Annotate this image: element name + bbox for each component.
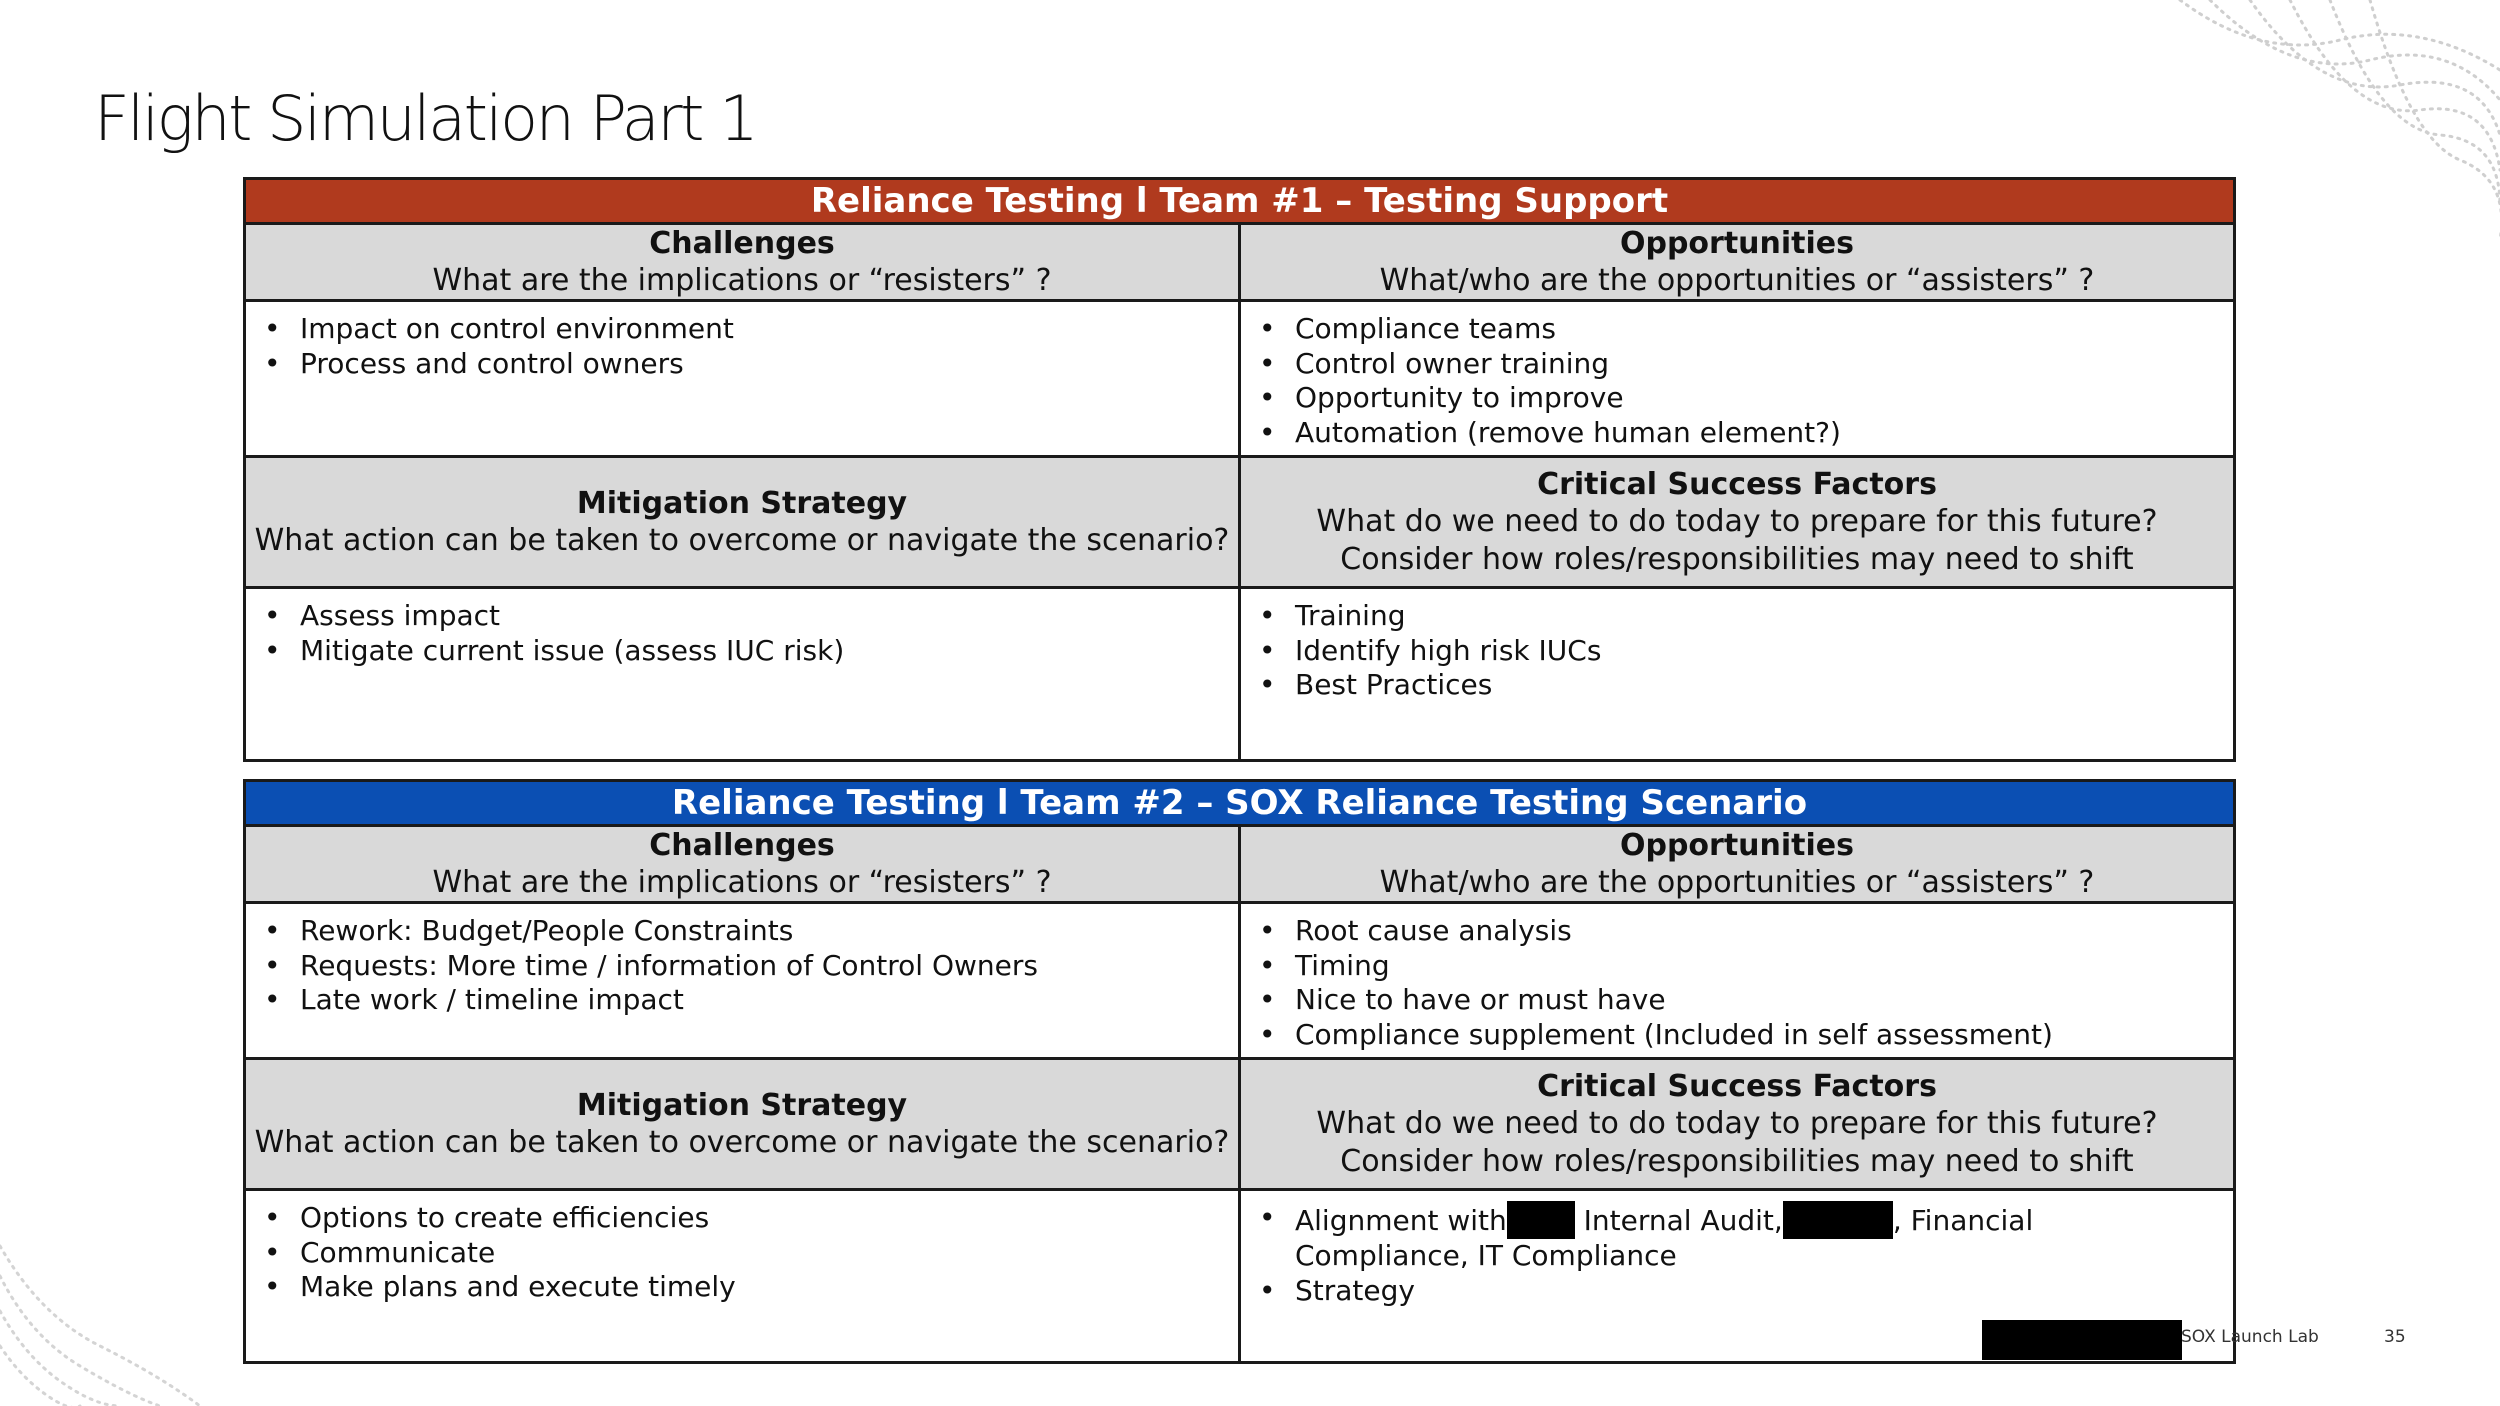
team2-table: [243, 779, 2236, 1364]
list-item: • Compliance teams: [1255, 312, 2215, 347]
challenges-title: Challenges: [649, 225, 835, 261]
list-item: • Communicate: [260, 1236, 1220, 1271]
challenges-cell: [246, 302, 1238, 455]
list-item: • Impact on control environment: [260, 312, 1220, 347]
list-item: • Opportunity to improve: [1255, 381, 2215, 416]
redaction-box: [1982, 1320, 2182, 1360]
challenges-cell: [246, 904, 1238, 1057]
list-item: • Strategy: [1255, 1274, 2215, 1309]
challenges-header: [246, 827, 1238, 901]
list-item: • Assess impact: [260, 599, 1220, 634]
redaction-box: [1507, 1201, 1575, 1239]
opportunities-header: [1238, 225, 2233, 299]
list-item: • Make plans and execute timely: [260, 1270, 1220, 1305]
list-item: [1255, 1201, 2215, 1274]
csf-header: [1238, 458, 2233, 586]
csf-item-text: , Financial Compliance, IT Compliance: [1295, 1204, 2034, 1272]
header-row: [246, 827, 2233, 904]
mitigation-subtitle: What action can be taken to overcome or navigate the scenario?: [254, 522, 1230, 558]
list-item: • Root cause analysis: [1255, 914, 2215, 949]
challenges-subtitle: What are the implications or “resisters” ?: [432, 262, 1052, 298]
opportunities-header: [1238, 827, 2233, 901]
csf-item-text: Internal Audit,: [1574, 1204, 1783, 1237]
list-item: • Rework: Budget/People Constraints: [260, 914, 1220, 949]
list-item: • Mitigate current issue (assess IUC risk): [260, 634, 1220, 669]
list-item: • Compliance supplement (Included in self assessment): [1255, 1018, 2215, 1053]
redaction-box: [1783, 1201, 1893, 1239]
page-title: Flight Simulation Part 1: [94, 82, 757, 155]
opportunities-subtitle: What/who are the opportunities or “assisters” ?: [1379, 262, 2095, 298]
body-row: [246, 1191, 2233, 1361]
mitigation-title: Mitigation Strategy: [576, 1087, 908, 1123]
team1-table: [243, 177, 2236, 762]
body-row: [246, 904, 2233, 1060]
list-item: • Timing: [1255, 949, 2215, 984]
csf-subtitle-line2: Consider how roles/responsibilities may need to shift: [1340, 541, 2134, 577]
challenges-header: [246, 225, 1238, 299]
list-item: • Process and control owners: [260, 347, 1220, 382]
mitigation-cell: [246, 1191, 1238, 1361]
footer-label: SOX Launch Lab: [2181, 1327, 2319, 1347]
mitigation-cell: [246, 589, 1238, 759]
list-item: • Identify high risk IUCs: [1255, 634, 2215, 669]
header-row: [246, 225, 2233, 302]
csf-subtitle-line1: What do we need to do today to prepare for this future?: [1316, 1105, 2158, 1141]
challenges-subtitle: What are the implications or “resisters” ?: [432, 864, 1052, 900]
list-item: • Training: [1255, 599, 2215, 634]
body-row: [246, 302, 2233, 458]
csf-subtitle-line2: Consider how roles/responsibilities may need to shift: [1340, 1143, 2134, 1179]
mitigation-header: [246, 1060, 1238, 1188]
mitigation-subtitle: What action can be taken to overcome or navigate the scenario?: [254, 1124, 1230, 1160]
list-item: • Options to create efficiencies: [260, 1201, 1220, 1236]
header-row: [246, 1060, 2233, 1191]
list-item: • Best Practices: [1255, 668, 2215, 703]
challenges-title: Challenges: [649, 827, 835, 863]
decorative-dot-pattern: [0, 1226, 200, 1406]
opportunities-cell: [1238, 904, 2233, 1057]
mitigation-header: [246, 458, 1238, 586]
opportunities-subtitle: What/who are the opportunities or “assisters” ?: [1379, 864, 2095, 900]
list-item: • Automation (remove human element?): [1255, 416, 2215, 451]
body-row: [246, 589, 2233, 759]
table-banner: Reliance Testing l Team #1 – Testing Support: [246, 180, 2233, 225]
mitigation-title: Mitigation Strategy: [576, 485, 908, 521]
csf-cell: [1238, 589, 2233, 759]
csf-title: Critical Success Factors: [1537, 466, 1937, 502]
list-item: • Control owner training: [1255, 347, 2215, 382]
list-item: • Nice to have or must have: [1255, 983, 2215, 1018]
table-banner: Reliance Testing l Team #2 – SOX Reliance Testing Scenario: [246, 782, 2233, 827]
list-item: • Late work / timeline impact: [260, 983, 1220, 1018]
opportunities-title: Opportunities: [1619, 225, 1855, 261]
csf-subtitle-line1: What do we need to do today to prepare for this future?: [1316, 503, 2158, 539]
csf-title: Critical Success Factors: [1537, 1068, 1937, 1104]
page-number: 35: [2384, 1327, 2406, 1347]
list-item: • Requests: More time / information of Control Owners: [260, 949, 1220, 984]
opportunities-cell: [1238, 302, 2233, 455]
opportunities-title: Opportunities: [1619, 827, 1855, 863]
header-row: [246, 458, 2233, 589]
csf-item-text: Alignment with: [1295, 1204, 1507, 1237]
csf-header: [1238, 1060, 2233, 1188]
